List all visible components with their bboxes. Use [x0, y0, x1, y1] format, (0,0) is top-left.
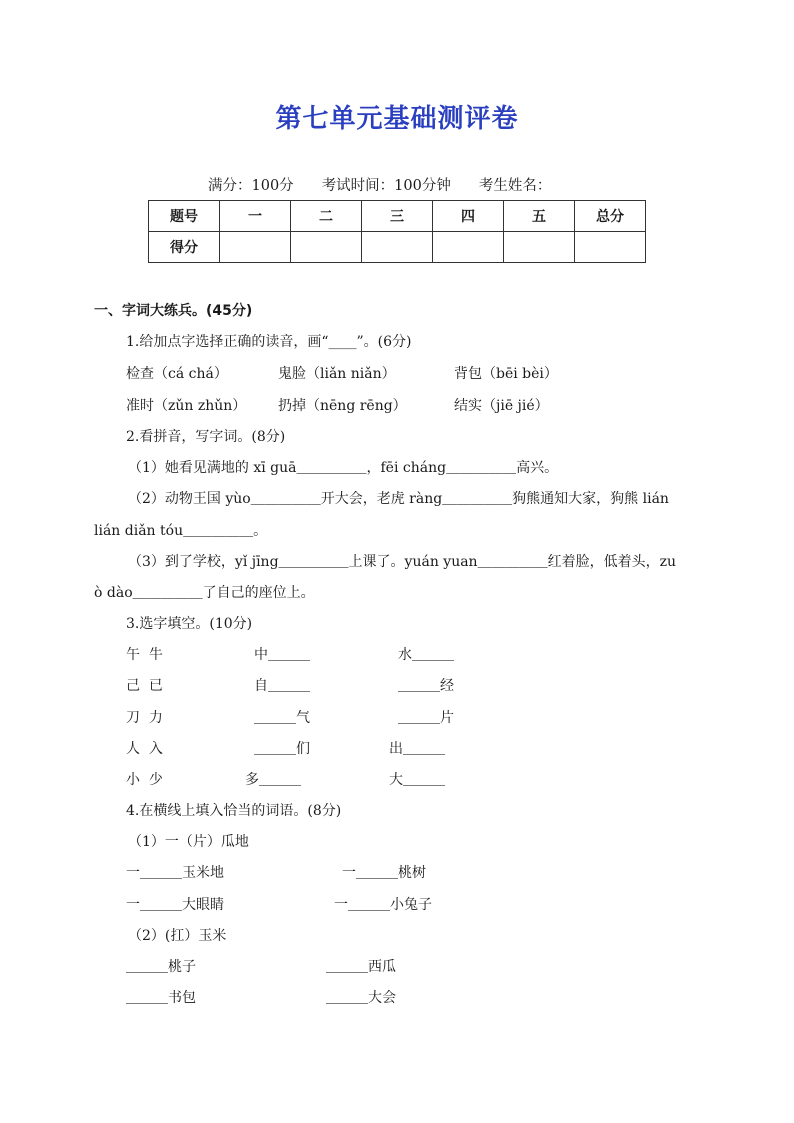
question-2-title: 2.看拼音，写字词。(8分): [126, 429, 286, 445]
question-4-title: 4.在横线上填入恰当的词语。(8分): [126, 803, 342, 819]
q3-blank: 出＿＿＿: [389, 741, 445, 757]
q1-option: 结实（jiē jié）: [454, 398, 549, 414]
q2-line: lián diǎn tóu＿＿＿＿＿。: [94, 523, 268, 539]
section-heading: 一、字词大练兵。(45分): [94, 303, 253, 319]
q4-blank: ＿＿＿书包: [126, 990, 196, 1006]
score-table-score-row: [149, 232, 646, 263]
q3-char-pair: 午 牛: [126, 647, 163, 663]
score-cell[interactable]: [362, 232, 433, 263]
q3-char-pair: 小 少: [126, 772, 163, 788]
header-cell: 二: [291, 201, 362, 232]
q1-option: 扔掉（nēng rēng）: [278, 398, 407, 414]
header-cell: 三: [362, 201, 433, 232]
q3-char-pair: 己 已: [126, 678, 163, 694]
q2-line: ò dào＿＿＿＿＿了自己的座位上。: [94, 585, 315, 601]
q2-line: （2）动物王国 yùo＿＿＿＿＿开大会，老虎 ràng＿＿＿＿＿狗熊通知大家，狗熊 lián: [128, 491, 669, 507]
q4-blank: 一＿＿＿玉米地: [126, 865, 224, 881]
score-cell[interactable]: [220, 232, 291, 263]
question-3-title: 3.选字填空。(10分): [126, 616, 253, 632]
header-cell: 一: [220, 201, 291, 232]
header-cell: 题号: [149, 201, 220, 232]
row-label: 得分: [149, 232, 220, 263]
q3-blank: 自＿＿＿: [254, 678, 310, 694]
q4-sub-heading: （2）(扛）玉米: [128, 928, 227, 944]
q3-blank: ＿＿＿气: [254, 710, 310, 726]
score-cell[interactable]: [433, 232, 504, 263]
q2-line: （1）她看见满地的 xī guā＿＿＿＿＿，fēi cháng＿＿＿＿＿高兴。: [128, 460, 559, 476]
full-score: 满分：100分: [208, 178, 294, 194]
q3-blank: 水＿＿＿: [398, 647, 454, 663]
q4-blank: ＿＿＿西瓜: [326, 959, 396, 975]
score-cell[interactable]: [291, 232, 362, 263]
score-cell[interactable]: [575, 232, 646, 263]
q3-blank: ＿＿＿们: [254, 741, 310, 757]
q4-blank: 一＿＿＿大眼睛: [126, 897, 224, 913]
q4-blank: ＿＿＿桃子: [126, 959, 196, 975]
q3-blank: ＿＿＿片: [398, 710, 454, 726]
q3-blank: 中＿＿＿: [254, 647, 310, 663]
exam-time: 考试时间：100分钟: [321, 178, 451, 194]
q3-blank: 多＿＿＿: [245, 772, 301, 788]
q1-option: 鬼脸（liǎn niǎn）: [278, 366, 396, 382]
exam-info: [208, 174, 579, 195]
score-table: [148, 200, 646, 263]
q4-blank: 一＿＿＿桃树: [342, 865, 426, 881]
header-cell: 四: [433, 201, 504, 232]
header-cell: 总分: [575, 201, 646, 232]
page-title: 第七单元基础测评卷: [275, 104, 519, 134]
q1-option: 背包（bēi bèi）: [454, 366, 558, 382]
header-cell: 五: [504, 201, 575, 232]
score-cell[interactable]: [504, 232, 575, 263]
q1-option: 检查（cá chá）: [126, 366, 228, 382]
score-table-header-row: [149, 201, 646, 232]
q3-blank: ＿＿＿经: [398, 678, 454, 694]
q4-blank: 一＿＿＿小兔子: [334, 897, 432, 913]
q4-sub-heading: （1）一（片）瓜地: [128, 834, 249, 850]
question-1-title: 1.给加点字选择正确的读音，画“____”。(6分): [126, 334, 412, 350]
q4-blank: ＿＿＿大会: [326, 990, 396, 1006]
q3-char-pair: 刀 力: [126, 710, 163, 726]
q2-line: （3）到了学校，yǐ jīng＿＿＿＿＿上课了。yuán yuan＿＿＿＿＿红着脸，低着头，zu: [128, 554, 676, 570]
q3-char-pair: 人 入: [126, 741, 163, 757]
student-name-label: 考生姓名：: [478, 178, 552, 194]
q3-blank: 大＿＿＿: [389, 772, 445, 788]
q1-option: 准时（zǔn zhǔn）: [126, 398, 247, 414]
